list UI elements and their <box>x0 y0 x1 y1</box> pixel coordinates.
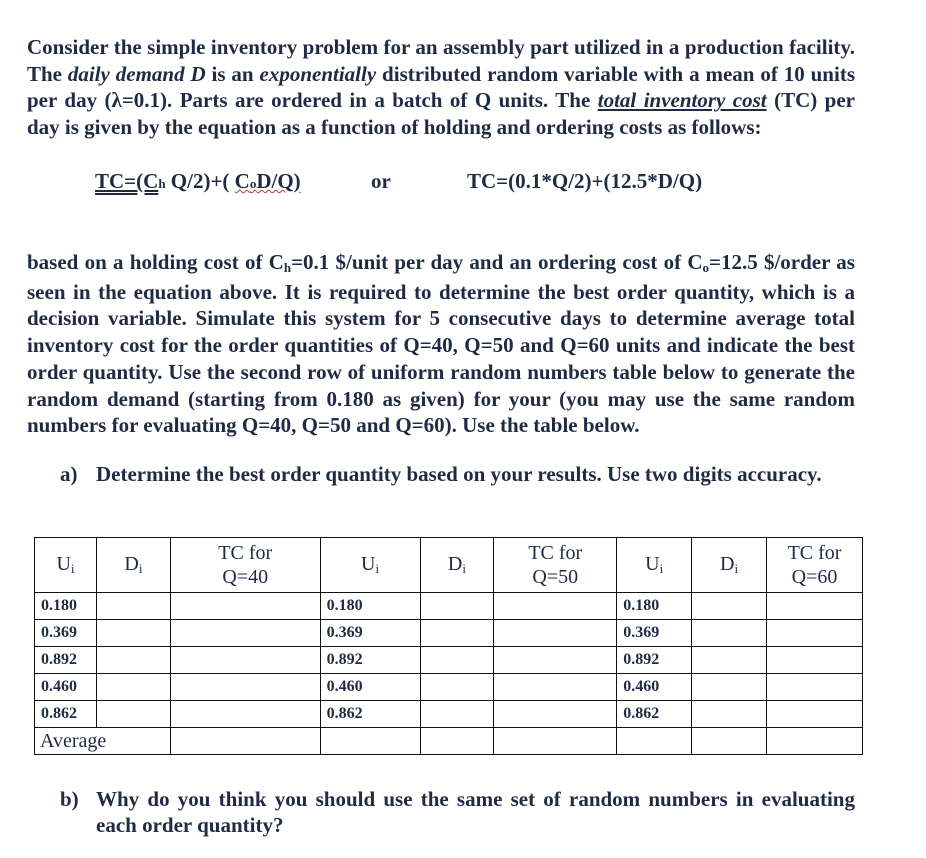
average-tc-q60[interactable] <box>767 728 863 755</box>
eq1-sub-o: o <box>249 176 257 191</box>
body-text-2: =0.1 $/unit per day and an ordering cost of C <box>291 250 703 274</box>
body-text-3: =12.5 $/order as seen in the equation above. It is required to determine the best order quantity, which is a decision variable. Simulate this system for 5 consecutive days to determine average total inventory cost for the order quantities of Q=40, Q=50 and Q=60 units and indicate the best order quantity. Use the second row of uniform random numbers table below to generate the random demand (starting from 0.180 as given) for your (you may use the same random numbers for evaluating Q=40, Q=50 and Q=60). Use the table below. <box>27 250 855 438</box>
tc-cell-q50[interactable] <box>494 620 617 647</box>
intro-total-inventory-cost: total inventory cost <box>597 88 767 113</box>
d-cell-q60[interactable] <box>692 620 767 647</box>
header-u-q50: Ui <box>320 538 420 593</box>
tc-cell-q60[interactable] <box>767 620 863 647</box>
d-cell-q40[interactable] <box>96 674 170 701</box>
u-cell-q60: 0.892 <box>617 647 692 674</box>
table-row <box>35 620 863 647</box>
u-cell-q50: 0.862 <box>320 701 420 728</box>
question-b-text: Why do you think you should use the same set of random numbers in evaluating each order quantity? <box>96 787 855 837</box>
u-cell-q40: 0.862 <box>35 701 97 728</box>
header-d-q50: Di <box>420 538 494 593</box>
average-blank-q60-d <box>692 728 767 755</box>
u-cell-q60: 0.862 <box>617 701 692 728</box>
d-cell-q50[interactable] <box>420 647 494 674</box>
question-a-label: a) <box>60 462 78 486</box>
average-row <box>35 728 863 755</box>
equation-or: or <box>371 169 391 193</box>
table-row <box>35 701 863 728</box>
d-cell-q40[interactable] <box>96 647 170 674</box>
body-sub-o: o <box>702 260 709 275</box>
u-cell-q50: 0.180 <box>320 593 420 620</box>
d-cell-q60[interactable] <box>692 674 767 701</box>
eq1-part-b: Q/2)+( <box>165 169 235 193</box>
header-u-q60: Ui <box>617 538 692 593</box>
table-row <box>35 674 863 701</box>
eq1-part-d: D/Q) <box>256 169 301 193</box>
eq1-part-a: TC=(C <box>95 169 159 193</box>
intro-exponentially: exponentially <box>259 61 377 86</box>
table-row <box>35 647 863 674</box>
body-sub-h: h <box>283 260 292 275</box>
d-cell-q50[interactable] <box>420 593 494 620</box>
tc-cell-q50[interactable] <box>494 701 617 728</box>
average-tc-q50[interactable] <box>494 728 617 755</box>
tc-cell-q40[interactable] <box>170 701 320 728</box>
tc-cell-q50[interactable] <box>494 593 617 620</box>
u-cell-q50: 0.892 <box>320 647 420 674</box>
header-u-q40: Ui <box>35 538 97 593</box>
u-cell-q40: 0.460 <box>35 674 97 701</box>
intro-daily-demand: daily demand D <box>67 61 206 86</box>
tc-cell-q50[interactable] <box>494 647 617 674</box>
u-cell-q50: 0.369 <box>320 620 420 647</box>
average-tc-q40[interactable] <box>170 728 320 755</box>
header-tc-q50: TC for Q=50 <box>494 538 617 593</box>
average-blank-q50-u <box>320 728 420 755</box>
intro-text-3: is an <box>205 61 260 86</box>
equation-numeric: TC=(0.1*Q/2)+(12.5*D/Q) <box>467 169 703 193</box>
d-cell-q60[interactable] <box>692 593 767 620</box>
body-paragraph <box>27 249 855 439</box>
tc-cell-q60[interactable] <box>767 701 863 728</box>
d-cell-q60[interactable] <box>692 701 767 728</box>
average-blank-q50-d <box>420 728 494 755</box>
tc-cell-q60[interactable] <box>767 674 863 701</box>
eq1-sub-h: h <box>158 176 166 191</box>
tc-cell-q60[interactable] <box>767 647 863 674</box>
header-tc-q40: TC for Q=40 <box>170 538 320 593</box>
u-cell-q40: 0.180 <box>35 593 97 620</box>
intro-paragraph <box>27 34 855 141</box>
question-a <box>60 461 855 487</box>
tc-cell-q40[interactable] <box>170 647 320 674</box>
u-cell-q60: 0.180 <box>617 593 692 620</box>
d-cell-q40[interactable] <box>96 593 170 620</box>
tc-cell-q50[interactable] <box>494 674 617 701</box>
tc-cell-q60[interactable] <box>767 593 863 620</box>
average-blank-q60-u <box>617 728 692 755</box>
equation-symbolic <box>95 168 301 197</box>
d-cell-q40[interactable] <box>96 620 170 647</box>
d-cell-q60[interactable] <box>692 647 767 674</box>
average-label: Average <box>35 728 171 755</box>
tc-cell-q40[interactable] <box>170 674 320 701</box>
question-b-label: b) <box>60 787 79 811</box>
eq1-part-c: C <box>234 169 250 193</box>
header-d-q60: Di <box>692 538 767 593</box>
header-d-q40: Di <box>96 538 170 593</box>
question-a-text: Determine the best order quantity based on your results. Use two digits accuracy. <box>96 462 822 486</box>
d-cell-q50[interactable] <box>420 674 494 701</box>
intro-text-7: (TC) per day is given by the equation as a function of holding and ordering costs as follows: <box>27 88 856 140</box>
table-header-row <box>35 538 863 593</box>
u-cell-q40: 0.892 <box>35 647 97 674</box>
intro-text-5: distributed random variable with a mean of 10 units per day (λ=0.1). Parts are ordered in a batch of Q units. The <box>27 61 855 113</box>
d-cell-q40[interactable] <box>96 701 170 728</box>
simulation-table <box>34 537 863 755</box>
d-cell-q50[interactable] <box>420 701 494 728</box>
question-b <box>60 786 855 838</box>
header-tc-q60: TC for Q=60 <box>767 538 863 593</box>
u-cell-q60: 0.369 <box>617 620 692 647</box>
u-cell-q40: 0.369 <box>35 620 97 647</box>
u-cell-q60: 0.460 <box>617 674 692 701</box>
table-row <box>35 593 863 620</box>
d-cell-q50[interactable] <box>420 620 494 647</box>
tc-cell-q40[interactable] <box>170 593 320 620</box>
u-cell-q50: 0.460 <box>320 674 420 701</box>
intro-text-1: Consider the simple inventory problem for an assembly part utilized in a production facility. The <box>27 35 855 86</box>
tc-cell-q40[interactable] <box>170 620 320 647</box>
body-text-1: based on a holding cost of C <box>27 250 284 274</box>
